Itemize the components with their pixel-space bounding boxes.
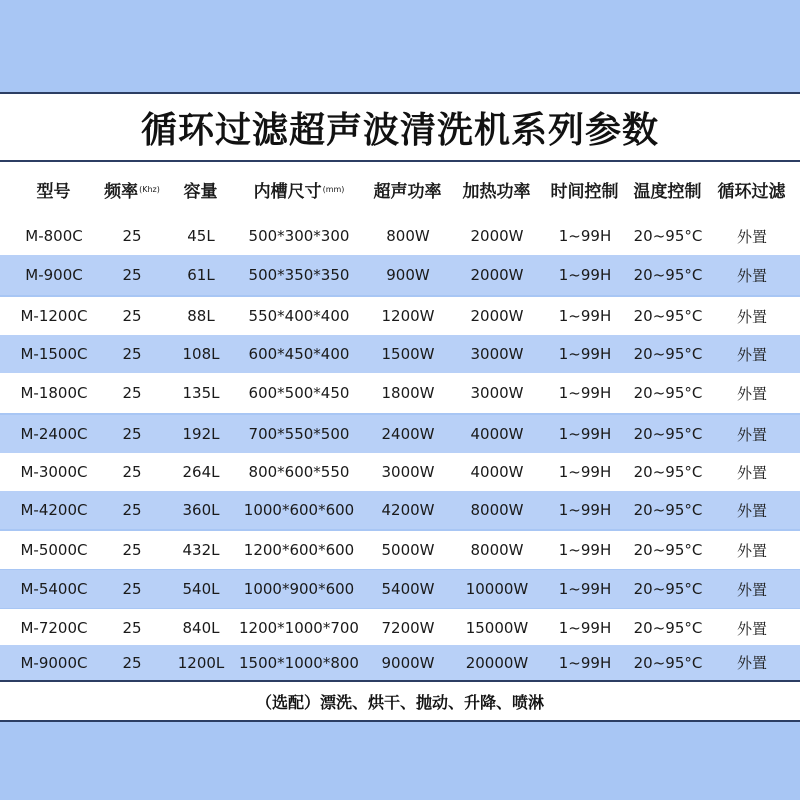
cell-capacity: 192L bbox=[182, 425, 220, 443]
cell-heating-power: 8000W bbox=[470, 501, 524, 519]
table-row bbox=[0, 255, 800, 295]
cell-ultrasonic-power: 3000W bbox=[381, 463, 435, 481]
cell-ultrasonic-power: 900W bbox=[386, 266, 430, 284]
cell-ultrasonic-power: 1500W bbox=[381, 345, 435, 363]
cell-tank-size: 500*350*350 bbox=[248, 266, 350, 284]
cell-capacity: 1200L bbox=[177, 653, 225, 672]
cell-time-control: 1~99H bbox=[558, 501, 612, 519]
cell-tank-size: 1000*600*600 bbox=[243, 501, 355, 519]
cell-heating-power: 8000W bbox=[470, 541, 524, 559]
cell-temperature-control: 20~95°C bbox=[633, 619, 703, 637]
cell-circulation-filter: 外置 bbox=[736, 619, 767, 638]
cell-heating-power: 2000W bbox=[470, 227, 524, 245]
cell-circulation-filter: 外置 bbox=[736, 541, 767, 560]
cell-time-control: 1~99H bbox=[558, 227, 612, 245]
cell-temperature-control: 20~95°C bbox=[633, 345, 703, 363]
cell-capacity: 264L bbox=[182, 463, 220, 481]
header-temperature-control: 温度控制 bbox=[633, 182, 702, 202]
cell-temperature-control: 20~95°C bbox=[633, 580, 703, 598]
cell-ultrasonic-power: 5400W bbox=[381, 580, 435, 598]
cell-ultrasonic-power: 7200W bbox=[381, 619, 435, 637]
cell-model: M-800C bbox=[25, 227, 83, 245]
cell-model: M-7200C bbox=[20, 619, 88, 637]
cell-circulation-filter: 外置 bbox=[736, 580, 767, 599]
cell-temperature-control: 20~95°C bbox=[633, 307, 703, 325]
header-heating-power: 加热功率 bbox=[462, 182, 531, 202]
header-model: 型号 bbox=[36, 182, 71, 202]
cell-ultrasonic-power: 800W bbox=[386, 227, 430, 245]
cell-tank-size: 700*550*500 bbox=[248, 425, 350, 443]
cell-tank-size: 600*450*400 bbox=[248, 345, 350, 363]
cell-circulation-filter: 外置 bbox=[736, 227, 767, 246]
cell-model: M-4200C bbox=[20, 501, 88, 519]
cell-tank-size: 1200*1000*700 bbox=[239, 619, 359, 637]
cell-model: M-900C bbox=[25, 266, 83, 284]
cell-frequency: 25 bbox=[122, 501, 142, 519]
table-header-row bbox=[0, 162, 800, 217]
cell-circulation-filter: 外置 bbox=[736, 501, 767, 520]
cell-capacity: 61L bbox=[187, 266, 215, 284]
cell-frequency: 25 bbox=[122, 384, 142, 402]
cell-capacity: 360L bbox=[182, 501, 220, 519]
page-title: 循环过滤超声波清洗机系列参数 bbox=[140, 109, 659, 151]
table-row bbox=[0, 297, 800, 335]
table-row bbox=[0, 645, 800, 680]
cell-capacity: 432L bbox=[182, 541, 220, 559]
cell-frequency: 25 bbox=[122, 580, 142, 598]
cell-capacity: 540L bbox=[182, 580, 220, 598]
cell-frequency: 25 bbox=[122, 619, 142, 637]
header-tank-size: 内槽尺寸 (mm) bbox=[253, 182, 345, 202]
cell-temperature-control: 20~95°C bbox=[633, 384, 703, 402]
cell-tank-size: 600*500*450 bbox=[248, 384, 350, 402]
cell-time-control: 1~99H bbox=[558, 307, 612, 325]
cell-heating-power: 2000W bbox=[470, 266, 524, 284]
cell-model: M-1500C bbox=[20, 345, 88, 363]
cell-circulation-filter: 外置 bbox=[736, 307, 767, 326]
cell-temperature-control: 20~95°C bbox=[633, 227, 703, 245]
cell-ultrasonic-power: 5000W bbox=[381, 541, 435, 559]
header-time-control: 时间控制 bbox=[550, 182, 619, 202]
cell-time-control: 1~99H bbox=[558, 345, 612, 363]
cell-capacity: 135L bbox=[182, 384, 220, 402]
cell-tank-size: 1500*1000*800 bbox=[239, 653, 359, 672]
cell-heating-power: 3000W bbox=[470, 384, 524, 402]
cell-ultrasonic-power: 9000W bbox=[381, 653, 435, 672]
cell-circulation-filter: 外置 bbox=[736, 345, 767, 364]
optional-features-note: （选配）漂洗、烘干、抛动、升降、喷淋 bbox=[255, 692, 544, 712]
table-row bbox=[0, 491, 800, 529]
header-frequency: 频率 (Khz) bbox=[104, 182, 160, 202]
cell-time-control: 1~99H bbox=[558, 384, 612, 402]
cell-heating-power: 20000W bbox=[465, 653, 529, 672]
cell-time-control: 1~99H bbox=[558, 541, 612, 559]
cell-circulation-filter: 外置 bbox=[736, 425, 767, 444]
cell-heating-power: 15000W bbox=[465, 619, 529, 637]
cell-ultrasonic-power: 2400W bbox=[381, 425, 435, 443]
table-row bbox=[0, 217, 800, 255]
cell-capacity: 45L bbox=[187, 227, 215, 245]
cell-capacity: 840L bbox=[182, 619, 220, 637]
cell-capacity: 108L bbox=[182, 345, 220, 363]
cell-temperature-control: 20~95°C bbox=[633, 425, 703, 443]
cell-temperature-control: 20~95°C bbox=[633, 463, 703, 481]
cell-model: M-3000C bbox=[20, 463, 88, 481]
cell-heating-power: 4000W bbox=[470, 425, 524, 443]
cell-temperature-control: 20~95°C bbox=[633, 501, 703, 519]
cell-frequency: 25 bbox=[122, 653, 142, 672]
cell-tank-size: 800*600*550 bbox=[248, 463, 350, 481]
cell-heating-power: 3000W bbox=[470, 345, 524, 363]
cell-circulation-filter: 外置 bbox=[736, 266, 767, 285]
cell-model: M-1800C bbox=[20, 384, 88, 402]
cell-model: M-5000C bbox=[20, 541, 88, 559]
cell-tank-size: 1200*600*600 bbox=[243, 541, 355, 559]
cell-temperature-control: 20~95°C bbox=[633, 653, 703, 672]
cell-frequency: 25 bbox=[122, 266, 142, 284]
cell-model: M-9000C bbox=[20, 653, 88, 672]
cell-frequency: 25 bbox=[122, 307, 142, 325]
cell-model: M-5400C bbox=[20, 580, 88, 598]
table-row bbox=[0, 531, 800, 569]
table-row bbox=[0, 609, 800, 647]
header-capacity: 容量 bbox=[183, 182, 218, 202]
cell-model: M-2400C bbox=[20, 425, 88, 443]
cell-time-control: 1~99H bbox=[558, 463, 612, 481]
cell-temperature-control: 20~95°C bbox=[633, 266, 703, 284]
cell-time-control: 1~99H bbox=[558, 653, 612, 672]
cell-frequency: 25 bbox=[122, 541, 142, 559]
cell-frequency: 25 bbox=[122, 345, 142, 363]
table-row bbox=[0, 415, 800, 453]
cell-time-control: 1~99H bbox=[558, 580, 612, 598]
cell-time-control: 1~99H bbox=[558, 425, 612, 443]
cell-ultrasonic-power: 4200W bbox=[381, 501, 435, 519]
cell-tank-size: 1000*900*600 bbox=[243, 580, 355, 598]
table-row bbox=[0, 373, 800, 413]
cell-frequency: 25 bbox=[122, 227, 142, 245]
cell-time-control: 1~99H bbox=[558, 266, 612, 284]
cell-tank-size: 550*400*400 bbox=[248, 307, 350, 325]
cell-frequency: 25 bbox=[122, 463, 142, 481]
cell-frequency: 25 bbox=[122, 425, 142, 443]
cell-circulation-filter: 外置 bbox=[736, 463, 767, 482]
cell-tank-size: 500*300*300 bbox=[248, 227, 350, 245]
cell-ultrasonic-power: 1800W bbox=[381, 384, 435, 402]
header-circulation-filter: 循环过滤 bbox=[717, 182, 786, 202]
cell-time-control: 1~99H bbox=[558, 619, 612, 637]
cell-ultrasonic-power: 1200W bbox=[381, 307, 435, 325]
cell-heating-power: 4000W bbox=[470, 463, 524, 481]
spec-table bbox=[0, 162, 800, 680]
table-row bbox=[0, 453, 800, 491]
cell-temperature-control: 20~95°C bbox=[633, 541, 703, 559]
title-band bbox=[0, 92, 800, 162]
cell-capacity: 88L bbox=[187, 307, 215, 325]
cell-heating-power: 10000W bbox=[465, 580, 529, 598]
cell-circulation-filter: 外置 bbox=[736, 654, 767, 672]
footer-band bbox=[0, 680, 800, 722]
table-row bbox=[0, 570, 800, 608]
table-row bbox=[0, 335, 800, 373]
header-ultrasonic-power: 超声功率 bbox=[373, 182, 442, 202]
cell-circulation-filter: 外置 bbox=[736, 384, 767, 403]
cell-model: M-1200C bbox=[20, 307, 88, 325]
cell-heating-power: 2000W bbox=[470, 307, 524, 325]
